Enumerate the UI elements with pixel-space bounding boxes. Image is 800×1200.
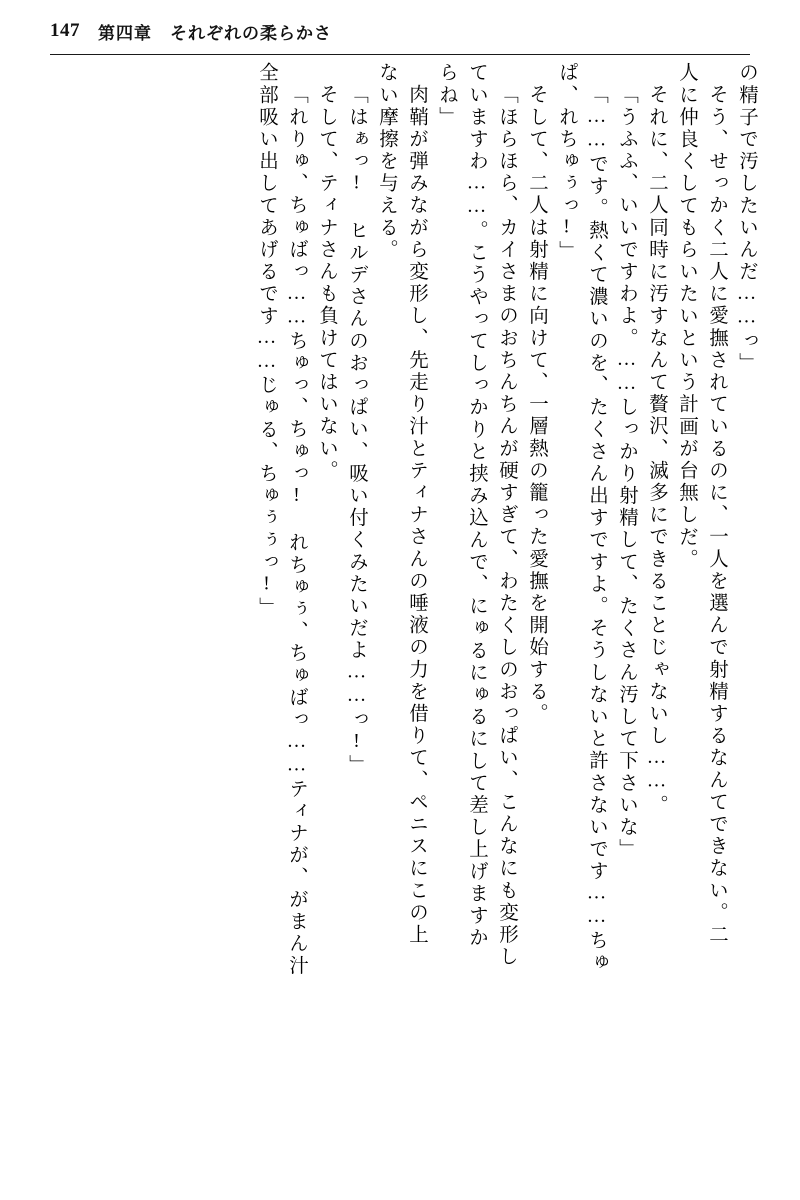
text-column: そして、ティナさんも負けてはいない。 <box>316 84 337 482</box>
text-column: ぱ、れちゅぅっ!」 <box>556 62 577 263</box>
chapter-label: 第四章 <box>98 23 152 43</box>
text-column: 「うふふ、いいですわよ。……しっかり射精して、たくさん汚して下さいな」 <box>616 84 637 861</box>
chapter-title: それぞれの柔らかさ <box>170 23 332 43</box>
text-column: らね」 <box>436 62 457 129</box>
text-column: 全部吸い出してあげるです……じゅる、ちゅぅぅっ!」 <box>256 62 277 619</box>
page-number: 147 <box>50 20 80 41</box>
text-column: それに、二人同時に汚すなんて贅沢、滅多にできることじゃないし……。 <box>646 84 667 817</box>
text-column: ていますわ……。こうやってしっかりと挟み込んで、にゅるにゅるにして差し上げますか <box>466 62 487 949</box>
text-column: 「ほらほら、カイさまのおちんちんが硬すぎて、わたくしのおっぱい、こんなにも変形し <box>496 84 517 968</box>
page-body <box>46 62 756 1182</box>
text-column: そして、二人は射精に向けて、一層熱の籠った愛撫を開始する。 <box>526 84 547 725</box>
text-column: そう、せっかく二人に愛撫されているのに、一人を選んで射精するなんてできない。二 <box>706 84 727 946</box>
text-column: ない摩擦を与える。 <box>376 62 397 261</box>
text-column: 肉鞘が弾みながら変形し、先走り汁とティナさんの唾液の力を借りて、ペニスにこの上 <box>406 84 427 946</box>
text-column: 「……です。熱くて濃いのを、たくさん出すですよ。そうしないと許さないです……ちゅ <box>586 84 607 974</box>
text-column: 「はぁっ! ヒルデさんのおっぱい、吸い付くみたいだよ……っ!」 <box>346 84 367 777</box>
text-column: 人に仲良くしてもらいたいという計画が台無しだ。 <box>676 62 697 571</box>
text-column: の精子で汚したいんだ……っ」 <box>736 62 757 375</box>
text-column: 「れりゅ、ちゅばっ……ちゅっ、ちゅっ! れちゅぅ、ちゅばっ……ティナが、がまん汁 <box>286 84 307 977</box>
page-header <box>50 14 750 55</box>
